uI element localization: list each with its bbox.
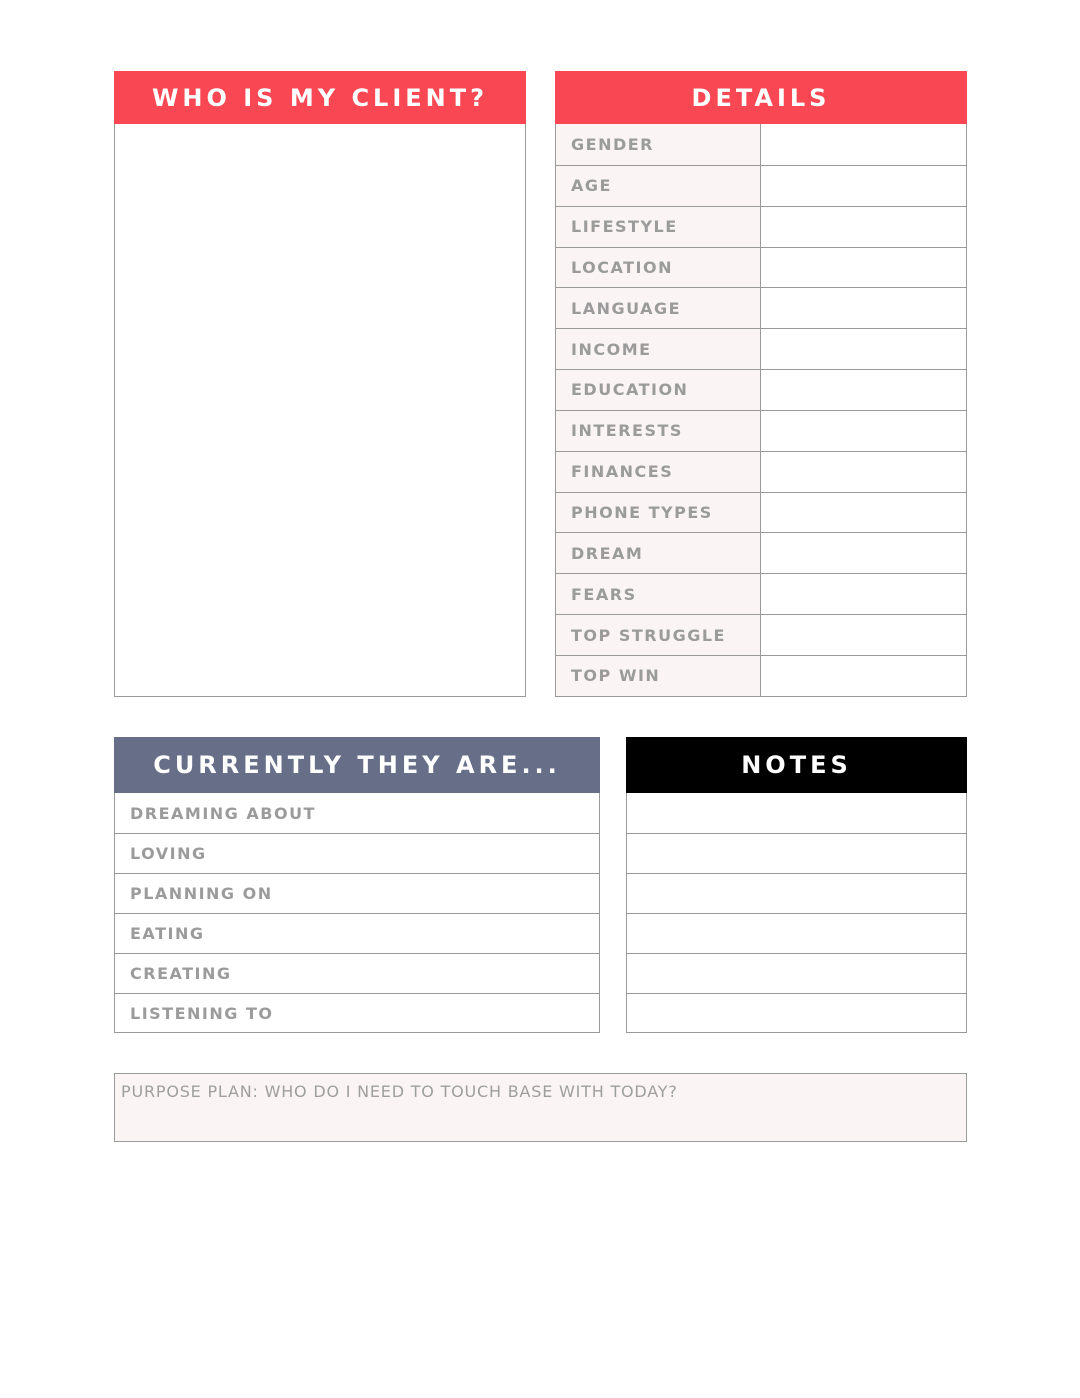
detail-value-field[interactable] (761, 533, 966, 573)
notes-panel (626, 737, 967, 1033)
current-panel-title: CURRENTLY THEY ARE... (114, 737, 600, 793)
note-line[interactable] (627, 953, 966, 993)
notes-panel-title: NOTES (626, 737, 967, 793)
list-item[interactable]: EATING (115, 913, 599, 953)
detail-value-field[interactable] (761, 615, 966, 655)
detail-row-phone-types (556, 492, 966, 533)
detail-label: FINANCES (556, 452, 761, 492)
detail-value-field[interactable] (761, 370, 966, 410)
note-line[interactable] (627, 833, 966, 873)
list-item[interactable]: PLANNING ON (115, 873, 599, 913)
note-line[interactable] (627, 793, 966, 833)
detail-row-location (556, 247, 966, 288)
detail-row-finances (556, 451, 966, 492)
detail-label: LOCATION (556, 248, 761, 288)
detail-value-field[interactable] (761, 248, 966, 288)
detail-value-field[interactable] (761, 411, 966, 451)
list-item[interactable]: DREAMING ABOUT (130, 803, 316, 823)
purpose-plan-box[interactable] (114, 1073, 967, 1142)
detail-row-language (556, 287, 966, 328)
client-panel (114, 71, 526, 697)
client-notes-area[interactable] (115, 124, 525, 696)
current-list (115, 793, 599, 1033)
detail-row-lifestyle (556, 206, 966, 247)
detail-row-dream (556, 532, 966, 573)
detail-label: INCOME (556, 329, 761, 369)
detail-value-field[interactable] (761, 656, 966, 696)
detail-label: GENDER (556, 124, 761, 165)
detail-row-education (556, 369, 966, 410)
detail-label: LIFESTYLE (556, 207, 761, 247)
detail-value-field[interactable] (761, 207, 966, 247)
detail-label: DREAM (556, 533, 761, 573)
details-table (556, 124, 966, 696)
detail-label: TOP STRUGGLE (556, 615, 761, 655)
list-item[interactable]: CREATING (115, 953, 599, 993)
detail-label: EDUCATION (556, 370, 761, 410)
note-line[interactable] (627, 913, 966, 953)
detail-value-field[interactable] (761, 452, 966, 492)
detail-value-field[interactable] (761, 288, 966, 328)
detail-value-field[interactable] (761, 574, 966, 614)
note-line[interactable] (627, 873, 966, 913)
detail-label: LANGUAGE (556, 288, 761, 328)
details-panel (555, 71, 967, 697)
detail-label: TOP WIN (556, 656, 761, 696)
detail-row-gender (556, 124, 966, 165)
detail-value-field[interactable] (761, 166, 966, 206)
detail-row-income (556, 328, 966, 369)
detail-row-age (556, 165, 966, 206)
detail-row-top-struggle (556, 614, 966, 655)
detail-value-field[interactable] (761, 493, 966, 533)
client-panel-title: WHO IS MY CLIENT? (114, 71, 526, 124)
note-line[interactable] (627, 993, 966, 1033)
detail-row-fears (556, 573, 966, 614)
detail-row-interests (556, 410, 966, 451)
list-item[interactable]: LISTENING TO (115, 993, 599, 1033)
detail-label: INTERESTS (556, 411, 761, 451)
detail-row-top-win (556, 655, 966, 696)
detail-label: PHONE TYPES (556, 493, 761, 533)
details-panel-title: DETAILS (555, 71, 967, 124)
detail-label: FEARS (556, 574, 761, 614)
purpose-plan-label: PURPOSE PLAN: WHO DO I NEED TO TOUCH BASE WITH TODAY? (121, 1082, 678, 1101)
detail-label: AGE (556, 166, 761, 206)
detail-value-field[interactable] (761, 124, 966, 165)
detail-value-field[interactable] (761, 329, 966, 369)
list-item[interactable]: LOVING (115, 833, 599, 873)
notes-lines (627, 793, 966, 1033)
current-panel (114, 737, 600, 1033)
